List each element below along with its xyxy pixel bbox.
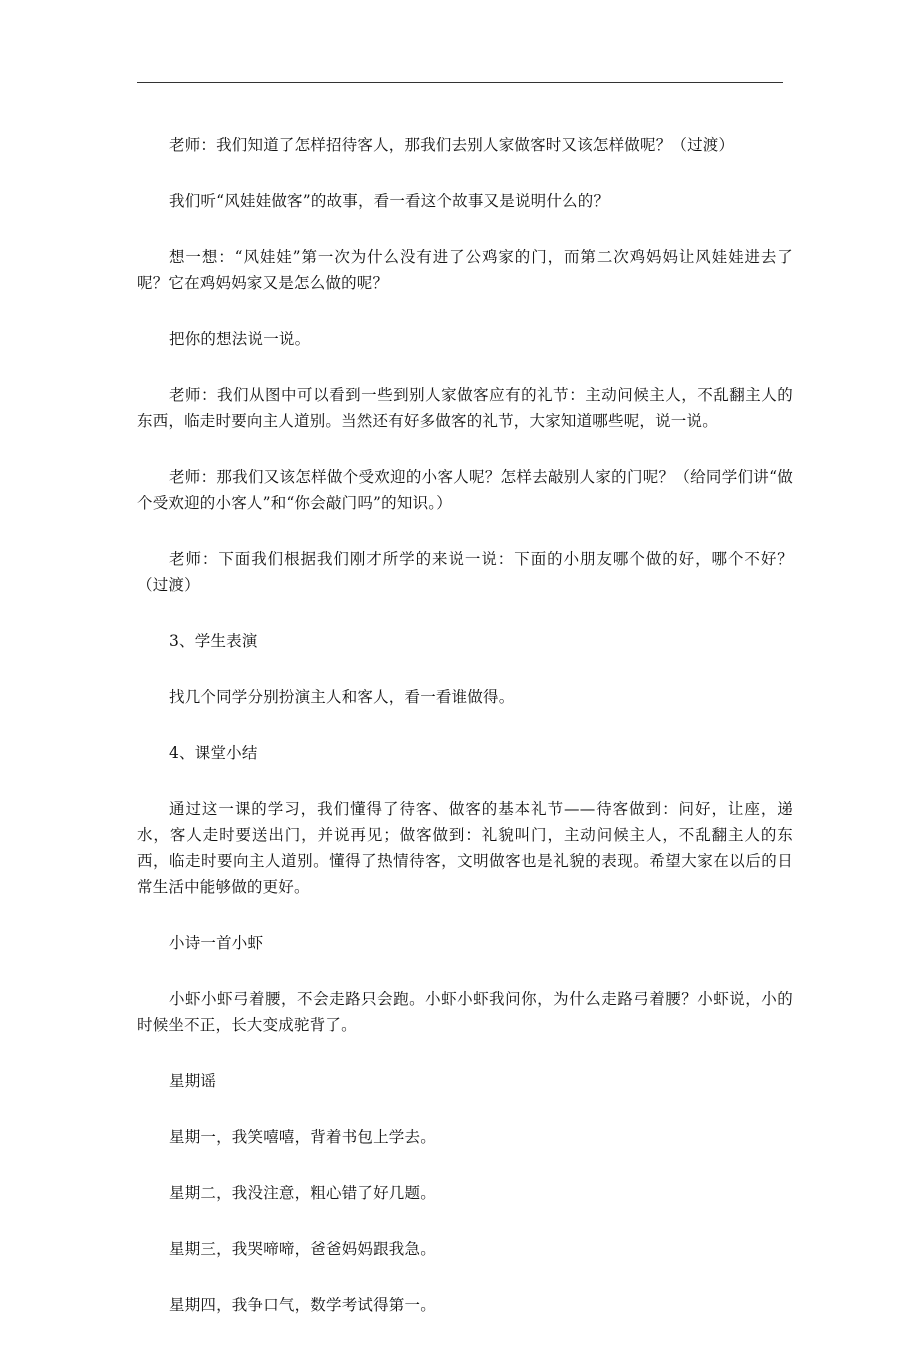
paragraph: 老师：我们从图中可以看到一些到别人家做客应有的礼节：主动问候主人，不乱翻主人的东西，临走时要向主人道别。当然还有好多做客的礼节，大家知道哪些呢，说一说。: [137, 386, 793, 430]
paragraph: 老师：我们知道了怎样招待客人，那我们去别人家做客时又该怎样做呢？（过渡）: [169, 136, 735, 154]
poem-title: 星期谣: [169, 1072, 217, 1090]
paragraph: 老师：那我们又该怎样做个受欢迎的小客人呢？怎样去敲别人家的门呢？（给同学们讲“做个受欢迎的小客人”和“你会敲门吗”的知识。）: [137, 468, 793, 512]
document-body: [137, 132, 793, 1348]
paragraph: 把你的想法说一说。: [169, 330, 311, 348]
section-heading: 3、学生表演: [169, 632, 258, 650]
poem-title: 小诗一首小虾: [169, 934, 264, 952]
paragraph: 我们听“风娃娃做客”的故事，看一看这个故事又是说明什么的？: [169, 192, 610, 210]
poem-line: 星期二，我没注意，粗心错了好几题。: [169, 1184, 436, 1202]
paragraph: 老师：下面我们根据我们刚才所学的来说一说：下面的小朋友哪个做的好，哪个不好？（过渡）: [137, 550, 793, 594]
poem-text: 小虾小虾弓着腰，不会走路只会跑。小虾小虾我问你，为什么走路弓着腰？小虾说，小的时候坐不正，长大变成驼背了。: [137, 990, 793, 1034]
paragraph: 找几个同学分别扮演主人和客人，看一看谁做得。: [169, 688, 515, 706]
poem-line: 星期三，我哭啼啼，爸爸妈妈跟我急。: [169, 1240, 436, 1258]
paragraph: 通过这一课的学习，我们懂得了待客、做客的基本礼节——待客做到：问好，让座，递水，客人走时要送出门，并说再见；做客做到：礼貌叫门，主动问候主人，不乱翻主人的东西，临走时要向主人道别。懂得了热情待客，文明做客也是礼貌的表现。希望大家在以后的日常生活中能够做的更好。: [137, 800, 793, 896]
header-rule: [137, 82, 783, 83]
poem-line: 星期一，我笑嘻嘻，背着书包上学去。: [169, 1128, 436, 1146]
poem-line: 星期四，我争口气，数学考试得第一。: [169, 1296, 436, 1314]
paragraph: 想一想：“风娃娃”第一次为什么没有进了公鸡家的门，而第二次鸡妈妈让风娃娃进去了呢？它在鸡妈妈家又是怎么做的呢？: [137, 248, 793, 292]
section-heading: 4、课堂小结: [169, 744, 258, 762]
